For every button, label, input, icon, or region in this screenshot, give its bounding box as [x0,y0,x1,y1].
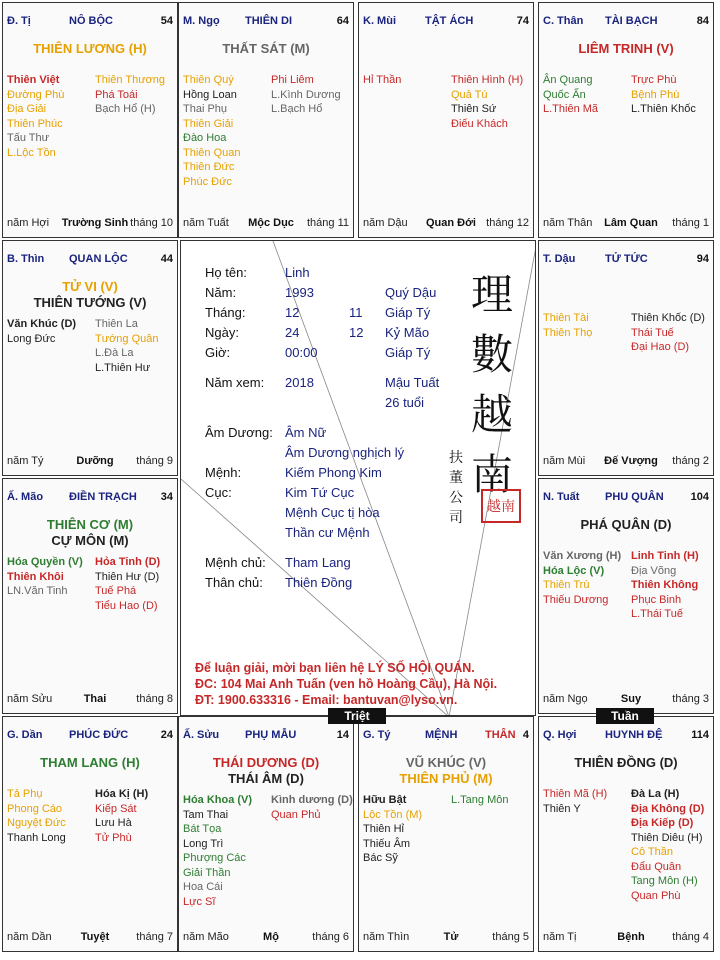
minor-star: Thiên Trù [543,579,590,591]
minor-star: Phong Cáo [7,802,63,815]
calligraphy-char-1: 理 [471,270,514,319]
view-year-can: Mậu Tuất [385,375,440,390]
month-lunar: 11 [349,305,363,320]
palace-month: tháng 5 [492,931,529,943]
palace-branch: C. Thân [543,15,584,27]
palace-year: năm Mão [183,931,229,943]
menh-chu-label: Mệnh chủ: [205,555,266,570]
palace-branch: Ấ. Sửu [183,729,220,741]
palace-month: tháng 4 [672,931,709,943]
minor-star: Kiếp Sát [95,802,137,815]
minor-stars-col-2 [631,73,714,117]
palace-month: tháng 7 [136,931,173,943]
calligraphy-char-4: 南 [471,450,514,499]
palace-month: tháng 3 [672,693,709,705]
triet-marker: Triệt [328,708,386,724]
cuc-label: Cục: [205,485,232,500]
minor-star: L.Kình Dương [271,88,341,101]
palace-footer [543,217,709,231]
palace-branch: G. Tý [363,729,391,741]
minor-star: Bát Tọa [183,823,222,835]
minor-star: Tướng Quân [95,332,159,345]
month-can: Giáp Tý [385,305,431,320]
minor-stars-col-1 [363,793,449,866]
name-value: Linh [285,265,310,280]
palace-stage: Trường Sinh [61,217,129,229]
palace-footer [543,693,709,707]
palace-number: 94 [696,253,709,265]
minor-star: Lưu Hà [95,817,132,829]
palace-cell-suu [178,716,354,952]
palace-footer [363,931,529,945]
palace-branch: N. Tuất [543,491,580,503]
palace-branch: T. Dậu [543,253,576,265]
palace-branch: Ấ. Mão [7,491,44,503]
palace-footer [543,931,709,945]
palace-branch: Q. Hợi [543,729,577,741]
palace-number: 14 [336,729,349,741]
minor-star: Đại Hao (D) [631,341,690,353]
minor-stars-col-1 [543,311,629,340]
palace-month: tháng 9 [136,455,173,467]
palace-year: năm Thìn [363,931,410,943]
minor-star: Long Đức [7,332,56,345]
minor-star: Hóa Kị (H) [95,788,149,800]
palace-footer [7,931,173,945]
palace-number: 84 [696,15,709,27]
palace-name: PHU QUÂN [605,491,664,503]
minor-stars-col-1 [183,793,269,909]
palace-header [183,15,349,31]
palace-header [183,729,349,745]
palace-stage: Mộc Dục [248,217,294,229]
palace-header [543,491,709,507]
minor-star: Hữu Bật [363,794,407,806]
minor-star: Linh Tinh (H) [631,550,699,562]
than-marker: THÂN [485,729,516,741]
day-label: Ngày: [205,325,239,340]
palace-name: NÔ BỘC [69,15,113,27]
minor-star: Bệnh Phù [631,88,680,101]
palace-year: năm Mùi [543,455,586,467]
minor-star: Thiên Y [543,802,581,815]
palace-name: TỬ TỨC [605,253,648,265]
palace-stage: Lâm Quan [604,217,658,229]
small-char-2: 董 [449,469,463,485]
small-char-1: 扶 [449,449,463,465]
main-star: THẤT SÁT (M) [222,41,310,56]
minor-star: Phục Binh [631,593,682,606]
main-star: THIÊN ĐỒNG (D) [574,755,678,770]
minor-star: Thái Tuế [631,326,674,339]
palace-number: 114 [691,729,709,741]
minor-star: Thai Phụ [183,103,228,115]
amduong-value: Âm Nữ [285,425,327,440]
minor-star: Phá Toái [95,88,138,101]
minor-star: Hỉ Thần [363,74,402,86]
palace-footer [543,455,709,469]
minor-stars-col-2 [631,549,714,622]
main-star: VŨ KHÚC (V) [405,755,487,770]
minor-star: Tam Thai [183,808,229,821]
palace-header [543,253,709,269]
minor-star: Thiên Việt [7,74,60,86]
palace-stage: Thai [83,693,107,705]
minor-stars-col-1 [7,555,93,599]
minor-star: Đà La (H) [631,788,680,800]
minor-star: Trực Phù [631,74,677,86]
palace-stage: Dưỡng [76,455,114,467]
palace-number: 4 [522,729,529,741]
palace-number: 34 [160,491,173,503]
minor-stars-col-1 [543,73,629,117]
palace-year: năm Tuất [183,217,229,229]
minor-star: Tang Môn (H) [631,875,698,887]
age-value: 26 tuổi [385,395,425,410]
minor-star: Lực Sĩ [183,895,216,908]
main-star: THÁI ÂM (D) [228,771,304,786]
minor-star: Thiên Mã (H) [543,788,608,800]
view-year-label: Năm xem: [205,375,265,390]
minor-stars-col-2 [95,555,178,613]
amduong-note: Âm Dương nghịch lý [285,445,405,460]
minor-star: Hóa Quyền (V) [7,556,83,568]
palace-year: năm Dậu [363,217,408,229]
palace-header [363,729,529,745]
menh-chu-value: Tham Lang [285,555,351,570]
minor-star: L.Thái Tuế [631,608,683,620]
palace-month: tháng 11 [306,217,349,229]
minor-star: Thiên Sứ [451,103,497,115]
palace-branch: G. Dần [7,729,43,741]
minor-stars-col-1 [7,73,93,160]
minor-star: Hóa Khoa (V) [183,794,253,806]
minor-star: Cô Thần [631,846,673,858]
palace-footer [183,217,349,231]
horoscope-chart [2,2,718,958]
minor-star: Quốc Ấn [543,88,586,101]
minor-star: Thiên Hình (H) [451,74,524,86]
palace-footer [7,217,173,231]
small-char-3: 公 [449,489,463,505]
palace-cell-tuat [538,478,714,714]
minor-star: Quả Tú [451,88,488,101]
minor-star: Hỏa Tinh (D) [95,556,161,568]
palace-header [7,729,173,745]
than-cu-note: Thần cư Mệnh [285,525,370,540]
view-year-value: 2018 [285,375,314,390]
palace-name: PHỤ MẪU [245,729,297,741]
than-chu-value: Thiên Đồng [285,575,353,590]
minor-star: Tấu Thư [7,132,50,144]
palace-footer [7,455,173,469]
day-can: Kỷ Mão [385,325,430,340]
palace-cell-mui [358,2,534,238]
minor-stars-col-1 [7,317,93,346]
minor-star: Hoa Cái [183,881,223,893]
hour-can: Giáp Tý [385,345,431,360]
minor-star: Quan Phù [631,889,681,902]
minor-star: Địa Không (D) [631,802,705,815]
hour-value: 00:00 [285,345,318,360]
main-star: LIÊM TRINH (V) [578,41,674,56]
palace-stage: Quan Đới [426,217,476,229]
minor-star: L.Bạch Hổ [271,103,323,115]
palace-number: 44 [160,253,173,265]
minor-star: Thiên Quý [183,74,234,86]
minor-star: L.Đà La [95,347,134,359]
palace-year: năm Tị [543,931,577,943]
palace-stage: Bệnh [617,931,645,943]
minor-star: Bạch Hổ (H) [95,103,156,115]
main-star: TỬ VI (V) [62,279,118,294]
palace-year: năm Sửu [7,693,53,705]
palace-name: HUYNH ĐỆ [605,729,663,741]
minor-star: Thiên Khốc (D) [631,312,705,324]
minor-star: Thiên Khôi [7,570,64,583]
than-chu-label: Thân chủ: [205,575,263,590]
minor-star: L.Thiên Khốc [631,103,696,115]
tuan-marker: Tuần [596,708,654,724]
palace-branch: Đ. Tị [7,15,31,27]
minor-star: Ân Quang [543,74,593,86]
palace-stage: Đế Vượng [604,455,658,467]
palace-name: MỆNH [425,729,458,741]
palace-cell-ti [2,2,178,238]
minor-star: Hồng Loan [183,88,237,101]
minor-stars-col-1 [183,73,269,189]
minor-star: Hóa Lộc (V) [543,564,605,577]
minor-star: Văn Khúc (D) [7,318,77,330]
minor-star: Thiên Hỉ [363,823,404,835]
palace-branch: K. Mùi [363,15,396,27]
minor-star: Thiên Hư (D) [95,570,160,583]
minor-star: LN.Văn Tinh [7,585,68,597]
palace-header [7,15,173,31]
minor-star: Địa Võng [631,564,677,577]
minor-stars-col-1 [543,787,629,816]
month-label: Tháng: [205,305,246,320]
minor-star: Thiên Đức [183,161,235,173]
day-solar: 24 [285,325,300,340]
minor-star: Tuế Phá [95,585,137,597]
main-star: THIÊN CƠ (M) [46,517,134,532]
minor-star: Thiên Giải [183,117,234,130]
minor-star: Thiên Diêu (H) [631,831,703,844]
palace-name: THIÊN DI [245,15,293,27]
minor-stars-col-2 [95,317,178,375]
calligraphy-char-3: 越 [471,390,514,439]
palace-number: 54 [160,15,173,27]
minor-star: Đào Hoa [183,132,227,144]
palace-month: tháng 1 [672,217,709,229]
palace-stage: Mộ [263,931,279,943]
main-star: CỰ MÔN (M) [51,533,129,548]
palace-year: năm Ngọ [543,693,588,705]
main-star: PHÁ QUÂN (D) [580,517,672,532]
minor-star: Thanh Long [7,831,66,844]
minor-star: Thiên Quan [183,146,241,159]
palace-cell-dan [2,716,178,952]
amduong-label: Âm Dương: [205,425,273,440]
minor-star: L.Tang Môn [451,794,509,806]
menh-value: Kiếm Phong Kim [285,465,382,480]
palace-cell-than [538,2,714,238]
palace-year: năm Dần [7,931,52,943]
year-can: Quý Dậu [385,285,437,300]
month-solar: 12 [285,305,300,320]
palace-stage: Tuyệt [80,931,110,943]
minor-star: Nguyệt Đức [7,817,66,829]
palace-stage: Tử [443,931,459,943]
palace-stage: Suy [620,693,642,705]
palace-header [363,15,529,31]
menh-label: Mệnh: [205,465,242,480]
minor-star: Văn Xương (H) [543,550,622,562]
main-star: THÁI DƯƠNG (D) [212,755,320,770]
name-label: Họ tên: [205,265,247,280]
palace-year: năm Hợi [7,217,50,229]
palace-number: 64 [336,15,349,27]
main-star: THIÊN PHỦ (M) [399,771,493,786]
day-lunar: 12 [349,325,364,340]
palace-footer [183,931,349,945]
palace-cell-thin [2,240,178,476]
minor-star: Địa Giải [7,103,47,115]
cuc-note: Mệnh Cục tị hòa [285,505,380,520]
minor-stars-col-2 [95,73,178,117]
main-star: THIÊN LƯƠNG (H) [33,41,147,56]
minor-star: Bác Sỹ [363,852,398,864]
minor-stars-col-2 [631,311,714,355]
hour-label: Giờ: [205,345,231,360]
minor-star: Phượng Các [183,852,246,864]
palace-cell-ty [358,716,534,952]
minor-star: Thiên Thọ [543,326,593,339]
contact-line-2: ĐC: 104 Mai Anh Tuấn (ven hồ Hoàng Cầu), Hà Nội. [195,677,498,691]
palace-month: tháng 10 [130,217,173,229]
minor-stars-col-2 [271,793,354,822]
palace-footer [7,693,173,707]
palace-branch: B. Thìn [7,253,45,265]
palace-name: PHÚC ĐỨC [69,729,129,741]
minor-star: Giải Thần [183,866,231,879]
palace-branch: M. Ngọ [183,15,220,27]
palace-header [543,729,709,745]
minor-star: Thiên Tài [543,312,589,324]
minor-star: Thiếu Âm [363,837,411,850]
palace-month: tháng 12 [486,217,529,229]
calligraphy-char-2: 數 [471,330,514,379]
palace-month: tháng 2 [672,455,709,467]
minor-star: Phúc Đức [183,175,232,188]
minor-stars-col-1 [7,787,93,845]
year-value: 1993 [285,285,314,300]
minor-star: Tả Phụ [7,788,43,800]
palace-cell-hoi [538,716,714,952]
palace-header [543,15,709,31]
minor-star: Địa Kiếp (D) [631,817,694,829]
minor-stars-col-2 [631,787,714,903]
palace-month: tháng 6 [312,931,349,943]
minor-star: Thiên Không [631,579,699,591]
palace-footer [363,217,529,231]
red-seal-stamp: 越南 [481,489,521,523]
palace-number: 104 [690,491,709,503]
minor-star: Tiểu Hao (D) [95,599,158,612]
cuc-value: Kim Tứ Cục [285,485,355,500]
palace-cell-dau [538,240,714,476]
palace-header [7,253,173,269]
minor-star: Đường Phù [7,88,65,101]
palace-month: tháng 8 [136,693,173,705]
minor-star: L.Thiên Hư [95,361,151,374]
palace-cell-ngo [178,2,354,238]
palace-name: ĐIỀN TRẠCH [69,491,137,503]
palace-header [7,491,173,507]
year-label: Năm: [205,285,237,300]
minor-star: Thiên Phúc [7,117,63,130]
minor-star: Thiên La [95,318,138,330]
minor-star: Phi Liêm [271,74,314,86]
minor-star: Lộc Tồn (M) [363,808,423,821]
minor-star: Quan Phủ [271,808,321,821]
palace-year: năm Thân [543,217,593,229]
minor-star: Thiếu Dương [543,593,609,606]
minor-star: Điếu Khách [451,117,508,130]
minor-star: Đẩu Quân [631,860,682,873]
minor-stars-col-1 [543,549,629,607]
minor-stars-col-2 [95,787,178,845]
minor-star: Thiên Thương [95,74,166,86]
main-star: THIÊN TƯỚNG (V) [33,295,147,310]
palace-cell-mao [2,478,178,714]
minor-star: Tử Phù [95,831,132,844]
palace-number: 24 [160,729,173,741]
minor-stars-col-2 [271,73,354,117]
palace-name: TÀI BẠCH [605,15,658,27]
minor-star: Kình dương (D) [271,794,353,806]
minor-stars-col-1 [363,73,449,88]
palace-number: 74 [516,15,529,27]
palace-name: QUAN LỘC [69,253,128,265]
small-char-4: 司 [449,509,463,525]
contact-line-3: ĐT: 1900.633316 - Email: bantuvan@lyso.vn. [195,693,458,707]
minor-stars-col-2 [451,793,534,808]
palace-name: TẬT ÁCH [425,15,474,27]
contact-line-1: Để luận giải, mời bạn liên hệ LÝ SỐ HỘI QUÁN. [195,661,475,675]
minor-star: L.Lộc Tồn [7,146,56,159]
minor-star: Long Trì [183,837,224,850]
center-info-panel [180,240,536,716]
minor-star: L.Thiên Mã [543,103,599,115]
main-star: THAM LANG (H) [40,755,140,770]
minor-stars-col-2 [451,73,534,131]
palace-year: năm Tý [7,455,44,467]
